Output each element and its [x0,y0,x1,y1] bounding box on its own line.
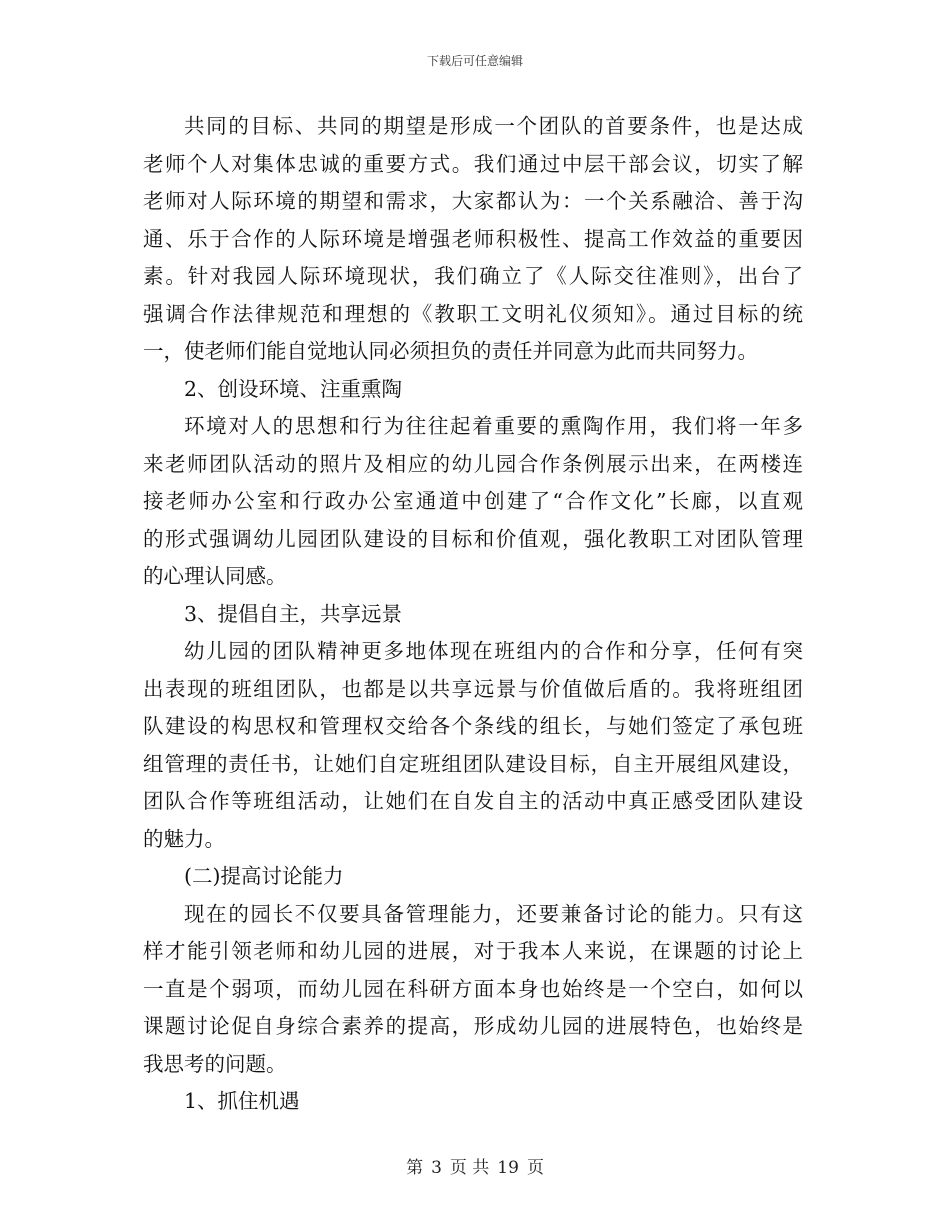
page-footer [0,1153,950,1178]
text-line: (二)提高讨论能力 [184,864,344,888]
text-line: 队建设的构思权和管理权交给各个条线的组长，与她们签定了承包班 [143,714,803,738]
text-line: 团队合作等班组活动，让她们在自发自主的活动中真正感受团队建设 [143,789,803,813]
text-line: 通、乐于合作的人际环境是增强老师积极性、提高工作效益的重要因 [143,226,803,251]
page-number: 3 [431,1158,442,1178]
paragraph [143,108,803,371]
footer-prefix: 第 [406,1158,424,1178]
text-line: 共同的目标、共同的期望是形成一个团队的首要条件，也是达成 [184,114,803,138]
text-line: 组管理的责任书，让她们自定班组团队建设目标，自主开展组风建设， [143,751,803,776]
text-line: 来老师团队活动的照片及相应的幼儿园合作条例展示出来，在两楼连 [143,451,803,476]
text-line: 的形式强调幼儿园团队建设的目标和价值观，强化教职工对团队管理 [143,526,803,551]
text-line: 接老师办公室和行政办公室通道中创建了“合作文化”长廊，以直观 [143,489,803,513]
total-pages: 19 [497,1158,519,1178]
text-line: 的魅力。 [143,826,225,851]
paragraph [143,896,803,1084]
page-header: 下载后可任意编辑 [426,54,523,68]
text-line: 的心理认同感。 [143,564,287,588]
text-line: 样才能引领老师和幼儿园的进展，对于我本人来说，在课题的讨论上 [143,939,803,963]
text-line: 老师个人对集体忠诚的重要方式。我们通过中层干部会议，切实了解 [143,151,803,176]
text-line: 幼儿园的团队精神更多地体现在班组内的合作和分享，任何有突 [184,639,803,663]
text-line: 课题讨论促自身综合素养的提高，形成幼儿园的进展特色，也始终是 [143,1014,803,1038]
text-line: 2、创设环境、注重熏陶 [184,376,403,401]
text-line: 3、提倡自主，共享远景 [184,601,403,626]
text-line: 环境对人的思想和行为往往起着重要的熏陶作用，我们将一年多 [184,414,803,438]
document-body [143,108,803,1121]
section-heading [143,371,803,409]
text-line: 我思考的问题。 [143,1051,287,1076]
text-line: 现在的园长不仅要具备管理能力，还要兼备讨论的能力。只有这 [184,901,803,926]
text-line: 老师对人际环境的期望和需求，大家都认为：一个关系融洽、善于沟 [143,189,803,213]
footer-suffix: 页 [526,1158,544,1178]
text-line: 1、抓住机遇 [184,1089,300,1113]
text-line: 素。针对我园人际环境现状，我们确立了《人际交往准则》，出台了 [143,264,803,288]
paragraph [143,408,803,596]
section-heading [143,596,803,634]
paragraph [143,633,803,858]
section-heading [143,1083,803,1121]
text-line: 一直是个弱项，而幼儿园在科研方面本身也始终是一个空白，如何以 [143,976,803,1001]
footer-middle: 页 共 [449,1158,490,1178]
section-heading [143,858,803,896]
text-line: 强调合作法律规范和理想的《教职工文明礼仪须知》。通过目标的统 [143,301,803,326]
text-line: 出表现的班组团队，也都是以共享远景与价值做后盾的。我将班组团 [143,676,803,701]
text-line: 一，使老师们能自觉地认同必须担负的责任并同意为此而共同努力。 [143,339,758,363]
